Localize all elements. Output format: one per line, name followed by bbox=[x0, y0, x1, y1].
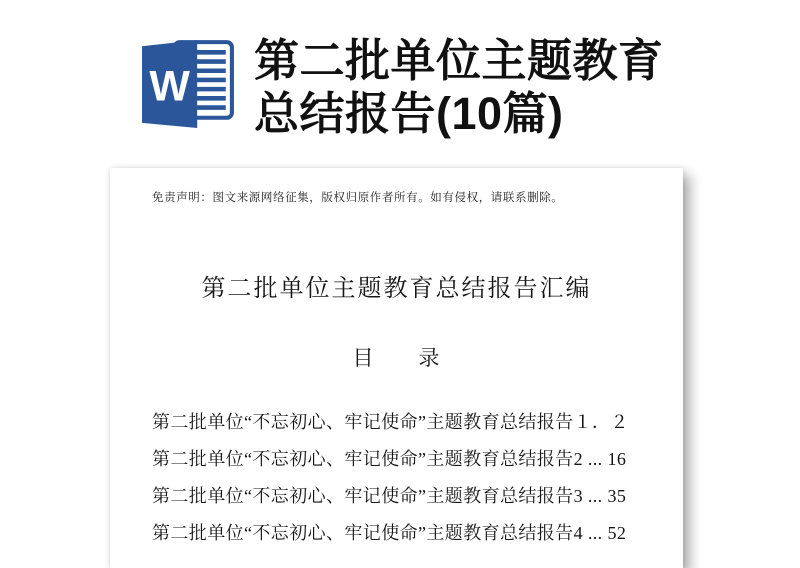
toc-item: 第二批单位“不忘初心、牢记使命”主题教育总结报告１．２ bbox=[152, 412, 629, 432]
document-page bbox=[110, 168, 683, 568]
toc-item: 第二批单位“不忘初心、牢记使命”主题教育总结报告3 ... 35 bbox=[152, 486, 627, 506]
word-icon bbox=[142, 38, 236, 128]
word-icon-letter: W bbox=[149, 62, 190, 111]
toc-heading: 目 录 bbox=[352, 346, 441, 370]
header bbox=[142, 34, 664, 140]
toc-list bbox=[152, 413, 641, 542]
page-title bbox=[254, 34, 664, 140]
disclaimer-text: 免责声明：图文来源网络征集，版权归原作者所有。如有侵权，请联系删除。 bbox=[152, 192, 564, 204]
page-title-line2: 总结报告(10篇) bbox=[254, 88, 564, 139]
toc-item: 第二批单位“不忘初心、牢记使命”主题教育总结报告4 ... 52 bbox=[152, 523, 627, 543]
page-title-line1: 第二批单位主题教育 bbox=[254, 35, 664, 86]
document-title: 第二批单位主题教育总结报告汇编 bbox=[201, 276, 592, 302]
toc-item: 第二批单位“不忘初心、牢记使命”主题教育总结报告2 ... 16 bbox=[152, 449, 627, 469]
